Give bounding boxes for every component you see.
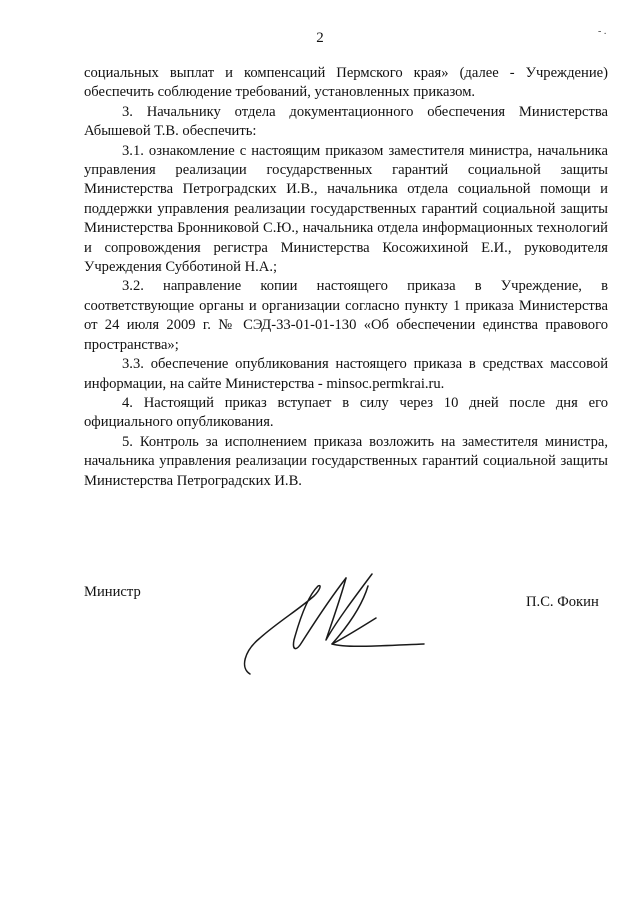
corner-mark: - .: [598, 26, 607, 37]
paragraph-item-3: 3. Начальнику отдела документационного обеспечения Министерства Абышевой Т.В. обеспечить:: [84, 103, 608, 140]
signer-position-title: Министр: [84, 584, 141, 600]
paragraph-item-3-3: 3.3. обеспечение опубликования настоящего приказа в средствах массовой информации, на сайте Министерства - minsoc.permkrai.ru.: [84, 356, 608, 392]
paragraph-item-3-2: 3.2. направление копии настоящего приказа в Учреждение, в соответствующие органы и организации согласно пункту 1 приказа Министерства от 24 июля 2009 г. № СЭД-33-01-01-130 «Об обеспечении единства правового пространства»;: [84, 278, 608, 353]
page-number: 2: [316, 30, 324, 46]
paragraph-item-4: 4. Настоящий приказ вступает в силу через 10 дней после дня его официального опубликования.: [84, 394, 608, 431]
paragraph-item-5: 5. Контроль за исполнением приказа возложить на заместителя министра, начальника управления реализации государственных гарантий социальной защиты Министерства Петроградских И.В.: [84, 433, 608, 489]
handwritten-signature: [236, 556, 436, 682]
paragraph-item-3-1: 3.1. ознакомление с настоящим приказом заместителя министра, начальника управления реализации государственных гарантий социальной защиты Министерства Петроградских И.В., начальника отдела социальной помощи и поддержки управления реализации государственных гарантий социальной защиты Министерства Бронниковой С.Ю., начальника отдела информационных технологий и сопровождения регистра Министерства Косожихиной Е.И., руководителя Учреждения Субботиной Н.А.;: [84, 142, 608, 276]
document-body: [84, 64, 608, 491]
signer-name: П.С. Фокин: [526, 594, 599, 610]
paragraph-continuation: социальных выплат и компенсаций Пермского края» (далее - Учреждение) обеспечить соблюдение требований, установленных приказом.: [84, 65, 608, 101]
